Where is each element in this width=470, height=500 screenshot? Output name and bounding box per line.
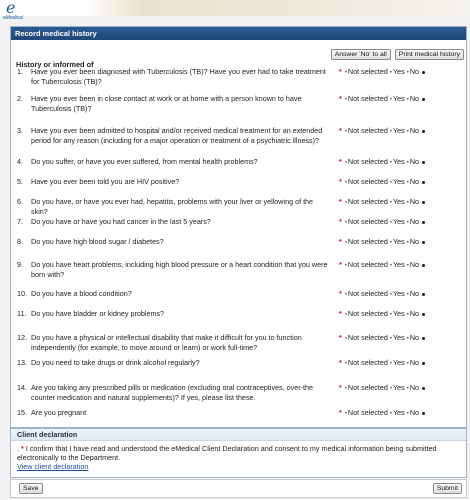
emedical-logo: [2, 0, 30, 22]
bullet-icon: •: [406, 411, 409, 417]
question-number: 7.: [17, 217, 23, 226]
option-not-selected[interactable]: Not selected: [347, 217, 388, 226]
radio-dot-icon[interactable]: [422, 412, 425, 415]
radio-dot-icon[interactable]: [422, 201, 425, 204]
bullet-icon: •: [389, 411, 392, 417]
section-title: History or informed of: [16, 60, 94, 69]
bullet-icon: •: [344, 386, 347, 392]
radio-dot-icon[interactable]: [422, 387, 425, 390]
question-text: Have you ever been told you are HIV positive?: [31, 177, 180, 186]
bullet-icon: •: [406, 129, 409, 135]
question-number: 1.: [17, 67, 23, 76]
required-marker: *: [339, 260, 342, 269]
answer-no-to-all-button[interactable]: Answer 'No' to all: [331, 49, 391, 60]
required-marker: *: [339, 126, 342, 135]
option-not-selected[interactable]: Not selected: [347, 237, 388, 246]
option-yes[interactable]: Yes: [392, 408, 405, 417]
option-yes[interactable]: Yes: [392, 67, 405, 76]
required-marker: *: [339, 94, 342, 103]
radio-dot-icon[interactable]: [422, 161, 425, 164]
answer-options: [339, 408, 425, 417]
required-marker: *: [339, 237, 342, 246]
option-not-selected[interactable]: Not selected: [347, 126, 388, 135]
required-marker: *: [339, 67, 342, 76]
question-text: Do you have a blood condition?: [31, 289, 132, 298]
bullet-icon: •: [344, 240, 347, 246]
answer-options: [339, 383, 425, 392]
bullet-icon: •: [406, 336, 409, 342]
bullet-icon: •: [344, 160, 347, 166]
question-text: Do you have or have you had cancer in the last 5 years?: [31, 217, 211, 226]
radio-dot-icon[interactable]: [422, 313, 425, 316]
declaration-title: Client declaration: [11, 429, 466, 441]
bullet-icon: •: [389, 160, 392, 166]
bullet-icon: •: [344, 129, 347, 135]
radio-dot-icon[interactable]: [422, 293, 425, 296]
option-no[interactable]: No: [409, 67, 420, 76]
question-number: 12.: [17, 333, 27, 342]
question-number: 3.: [17, 126, 23, 135]
option-not-selected[interactable]: Not selected: [347, 67, 388, 76]
bullet-icon: •: [344, 180, 347, 186]
option-not-selected[interactable]: Not selected: [347, 157, 388, 166]
radio-dot-icon[interactable]: [422, 264, 425, 267]
view-client-declaration-link[interactable]: View client declaration: [17, 462, 89, 471]
option-not-selected[interactable]: Not selected: [347, 383, 388, 392]
option-no[interactable]: No: [409, 358, 420, 367]
question-text: Do you have bladder or kidney problems?: [31, 309, 165, 318]
answer-options: [339, 197, 425, 206]
bullet-icon: •: [344, 336, 347, 342]
question-number: 5.: [17, 177, 23, 186]
required-marker: *: [339, 383, 342, 392]
bullet-icon: •: [406, 292, 409, 298]
question-number: 4.: [17, 157, 23, 166]
bullet-icon: •: [406, 386, 409, 392]
question-number: 11.: [17, 309, 27, 318]
answer-options: [339, 126, 425, 135]
question-number: 8.: [17, 237, 23, 246]
bullet-icon: •: [344, 361, 347, 367]
required-marker: *: [339, 177, 342, 186]
option-yes[interactable]: Yes: [392, 383, 405, 392]
answer-options: [339, 237, 425, 246]
logo-mark: e: [6, 0, 16, 17]
bullet-icon: •: [389, 336, 392, 342]
bullet-icon: •: [344, 200, 347, 206]
option-yes[interactable]: Yes: [392, 237, 405, 246]
declaration-checkbox-marker[interactable]: . *: [17, 444, 24, 453]
bullet-icon: •: [406, 263, 409, 269]
option-not-selected[interactable]: Not selected: [347, 309, 388, 318]
answer-options: [339, 67, 425, 76]
option-no[interactable]: No: [409, 157, 420, 166]
option-yes[interactable]: Yes: [392, 289, 405, 298]
option-not-selected[interactable]: Not selected: [347, 408, 388, 417]
option-no[interactable]: No: [409, 237, 420, 246]
bullet-icon: •: [389, 97, 392, 103]
bullet-icon: •: [389, 312, 392, 318]
question-number: 15.: [17, 408, 27, 417]
bullet-icon: •: [344, 263, 347, 269]
option-no[interactable]: No: [409, 333, 420, 342]
bullet-icon: •: [389, 200, 392, 206]
option-no[interactable]: No: [409, 260, 420, 269]
option-no[interactable]: No: [409, 177, 420, 186]
question-text: Do you have, or have you ever had, hepatitis, problems with your liver or yellowing of the skin?: [31, 197, 314, 216]
bullet-icon: •: [406, 160, 409, 166]
bullet-icon: •: [406, 240, 409, 246]
option-no[interactable]: No: [409, 309, 420, 318]
answer-options: [339, 289, 425, 298]
question-text: Do you need to take drugs or drink alcohol regularly?: [31, 358, 200, 367]
bullet-icon: •: [389, 292, 392, 298]
option-not-selected[interactable]: Not selected: [347, 260, 388, 269]
option-not-selected[interactable]: Not selected: [347, 358, 388, 367]
required-marker: *: [339, 408, 342, 417]
bullet-icon: •: [344, 312, 347, 318]
question-number: 2.: [17, 94, 23, 103]
required-marker: *: [339, 289, 342, 298]
required-marker: *: [339, 157, 342, 166]
option-no[interactable]: No: [409, 408, 420, 417]
question-text: Have you ever been admitted to hospital and/or received medical treatment for an extended period for any reason (including for a major operation or treatment of a psychiatric illness)?: [31, 126, 323, 145]
option-no[interactable]: No: [409, 94, 420, 103]
option-yes[interactable]: Yes: [392, 177, 405, 186]
radio-dot-icon[interactable]: [422, 221, 425, 224]
answer-options: [339, 157, 425, 166]
bullet-icon: •: [344, 292, 347, 298]
question-text: Are you taking any prescribed pills or medication (excluding oral contraceptives, over-the counter medication and natural supplements)? If yes, please list these.: [31, 383, 314, 402]
option-yes[interactable]: Yes: [392, 217, 405, 226]
medical-history-panel: [10, 26, 467, 428]
action-buttons: [329, 49, 464, 60]
required-marker: *: [339, 358, 342, 367]
option-yes[interactable]: Yes: [392, 157, 405, 166]
answer-options: [339, 217, 425, 226]
option-yes[interactable]: Yes: [392, 260, 405, 269]
question-text: Do you have high blood sugar / diabetes?: [31, 237, 164, 246]
bullet-icon: •: [389, 386, 392, 392]
option-no[interactable]: No: [409, 289, 420, 298]
bullet-icon: •: [406, 70, 409, 76]
radio-dot-icon[interactable]: [422, 98, 425, 101]
answer-options: [339, 333, 425, 342]
option-yes[interactable]: Yes: [392, 94, 405, 103]
question-number: 9.: [17, 260, 23, 269]
option-not-selected[interactable]: Not selected: [347, 177, 388, 186]
option-yes[interactable]: Yes: [392, 358, 405, 367]
radio-dot-icon[interactable]: [422, 241, 425, 244]
bullet-icon: •: [389, 220, 392, 226]
panel-title: Record medical history: [11, 27, 466, 40]
radio-dot-icon[interactable]: [422, 362, 425, 365]
answer-options: [339, 177, 425, 186]
client-declaration-panel: [10, 428, 467, 478]
option-not-selected[interactable]: Not selected: [347, 197, 388, 206]
question-text: Have you ever been diagnosed with Tuberculosis (TB)? Have you ever had to take treatment for Tuberculosis (TB)?: [31, 67, 326, 86]
footer-bar: [10, 479, 467, 498]
submit-button[interactable]: Submit: [433, 483, 462, 494]
top-banner: [0, 0, 470, 21]
bullet-icon: •: [406, 220, 409, 226]
print-medical-history-button[interactable]: Print medical history: [395, 49, 464, 60]
radio-dot-icon[interactable]: [422, 337, 425, 340]
bullet-icon: •: [406, 180, 409, 186]
bullet-icon: •: [389, 70, 392, 76]
option-no[interactable]: No: [409, 197, 420, 206]
option-not-selected[interactable]: Not selected: [347, 333, 388, 342]
option-yes[interactable]: Yes: [392, 197, 405, 206]
bullet-icon: •: [344, 220, 347, 226]
bullet-icon: •: [406, 200, 409, 206]
question-number: 6.: [17, 197, 23, 206]
save-button[interactable]: Save: [19, 483, 43, 494]
question-text: Do you have a physical or intellectual disability that make it difficult for you to function independently (for example, to move around or learn) or work full-time?: [31, 333, 302, 352]
bullet-icon: •: [344, 411, 347, 417]
option-no[interactable]: No: [409, 126, 420, 135]
question-text: Are you pregnant: [31, 408, 87, 417]
option-yes[interactable]: Yes: [392, 126, 405, 135]
required-marker: *: [339, 309, 342, 318]
required-marker: *: [339, 333, 342, 342]
question-text: Do you have heart problems, including high blood pressure or a heart condition that you were born with?: [31, 260, 328, 279]
option-yes[interactable]: Yes: [392, 333, 405, 342]
bullet-icon: •: [389, 180, 392, 186]
bullet-icon: •: [389, 240, 392, 246]
logo-text: eMedical: [3, 15, 24, 21]
question-text: Have you ever been in close contact at work or at home with a person known to have Tuberculosis (TB)?: [31, 94, 302, 113]
bullet-icon: •: [406, 361, 409, 367]
answer-options: [339, 309, 425, 318]
bullet-icon: •: [344, 97, 347, 103]
radio-dot-icon[interactable]: [422, 130, 425, 133]
bullet-icon: •: [344, 70, 347, 76]
option-not-selected[interactable]: Not selected: [347, 94, 388, 103]
bullet-icon: •: [406, 312, 409, 318]
question-number: 13.: [17, 358, 27, 367]
bullet-icon: •: [389, 129, 392, 135]
answer-options: [339, 94, 425, 103]
question-number: 14.: [17, 383, 27, 392]
radio-dot-icon[interactable]: [422, 181, 425, 184]
required-marker: *: [339, 197, 342, 206]
bullet-icon: •: [389, 263, 392, 269]
question-text: Do you suffer, or have you ever suffered, from mental health problems?: [31, 157, 258, 166]
option-not-selected[interactable]: Not selected: [347, 289, 388, 298]
option-no[interactable]: No: [409, 217, 420, 226]
bullet-icon: •: [406, 97, 409, 103]
bullet-icon: •: [389, 361, 392, 367]
answer-options: [339, 260, 425, 269]
answer-options: [339, 358, 425, 367]
option-no[interactable]: No: [409, 383, 420, 392]
option-yes[interactable]: Yes: [392, 309, 405, 318]
declaration-text: I confirm that I have read and understood the eMedical Client Declaration and consent to my medical information being submitted electronically to the Department.: [17, 444, 437, 462]
required-marker: *: [339, 217, 342, 226]
question-number: 10.: [17, 289, 27, 298]
radio-dot-icon[interactable]: [422, 71, 425, 74]
